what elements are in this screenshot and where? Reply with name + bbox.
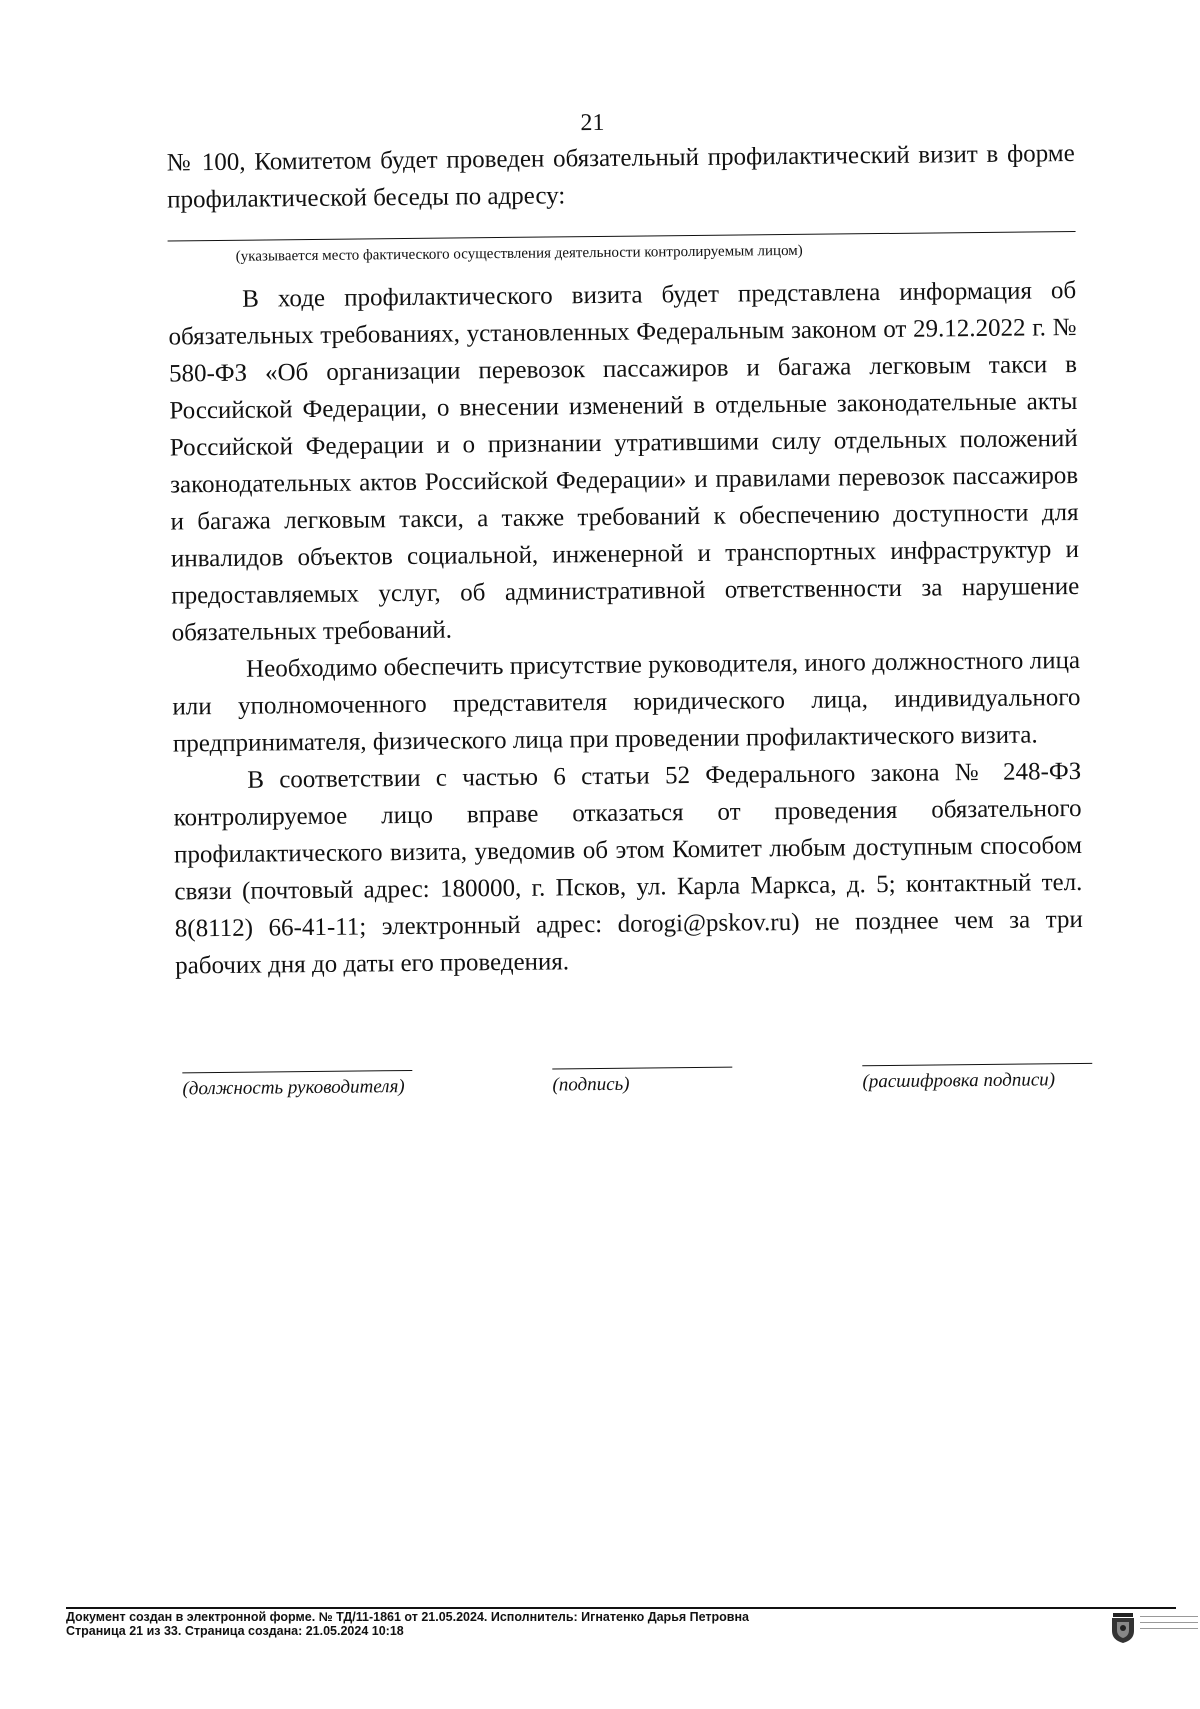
document-footer xyxy=(66,1610,1046,1638)
page-number: 21 xyxy=(580,109,605,137)
signature-decoding xyxy=(862,1063,1092,1094)
footer-divider xyxy=(66,1607,1176,1609)
paragraph-presence: Необходимо обеспечить присутствие руководителя, иного должностного лица или уполномоченного представителя юридического лица, индивидуального предпринимателя, физического лица при проведении профилактического визита. xyxy=(172,646,1081,758)
signature-block xyxy=(182,1063,1112,1123)
document-body xyxy=(167,135,1084,984)
signature-position-caption: (должность руководителя) xyxy=(182,1076,405,1100)
government-stamp-mark xyxy=(1140,1614,1198,1629)
signature-sign-caption: (подпись) xyxy=(552,1073,630,1096)
footer-line-2: Страница 21 из 33. Страница создана: 21.05.2024 10:18 xyxy=(66,1624,404,1638)
paragraph-info: В ходе профилактического визита будет представлена информация об обязательных требованиях, установленных Федеральным законом от 29.12.2022 г. № 580-ФЗ «Об организации перевозок пассажиров и багажа легковым такси в Российской Федерации, о внесении изменений в отдельные законодательные акты Российской Федерации и о признании утратившими силу отдельных положений законодательных актов Российской Федерации» и правилами перевозок пассажиров и багажа легковым такси, а также требований к обеспечению доступности для инвалидов объектов социальной, инженерной и транспортных инфраструктур и предоставляемых услуг, об административной ответственности за нарушение обязательных требований. xyxy=(168,276,1080,647)
signature-position xyxy=(182,1070,412,1101)
signature-sign xyxy=(552,1067,732,1098)
intro-paragraph: № 100, Комитетом будет проведен обязательный профилактический визит в форме профилактической беседы по адресу: xyxy=(166,139,1075,214)
coat-of-arms-icon xyxy=(1110,1613,1136,1643)
footer-line-1: Документ создан в электронной форме. № ТД/11-1861 от 21.05.2024. Исполнитель: Игнатенко Дарья Петровна xyxy=(66,1610,749,1624)
signature-decoding-caption: (расшифровка подписи) xyxy=(862,1069,1056,1093)
address-caption: (указывается место фактического осуществления деятельности контролируемым лицом) xyxy=(235,242,803,265)
paragraph-refusal: В соответствии с частью 6 статьи 52 Федерального закона № 248-ФЗ контролируемое лицо вправе отказаться от проведения обязательного профилактического визита, уведомив об этом Комитет любым доступным способом связи (почтовый адрес: 180000, г. Псков, ул. Карла Маркса, д. 5; контактный тел. 8(8112) 66-41-11; электронный адрес: dorogi@pskov.ru) не позднее чем за три рабочих дня до даты его проведения. xyxy=(173,757,1083,980)
